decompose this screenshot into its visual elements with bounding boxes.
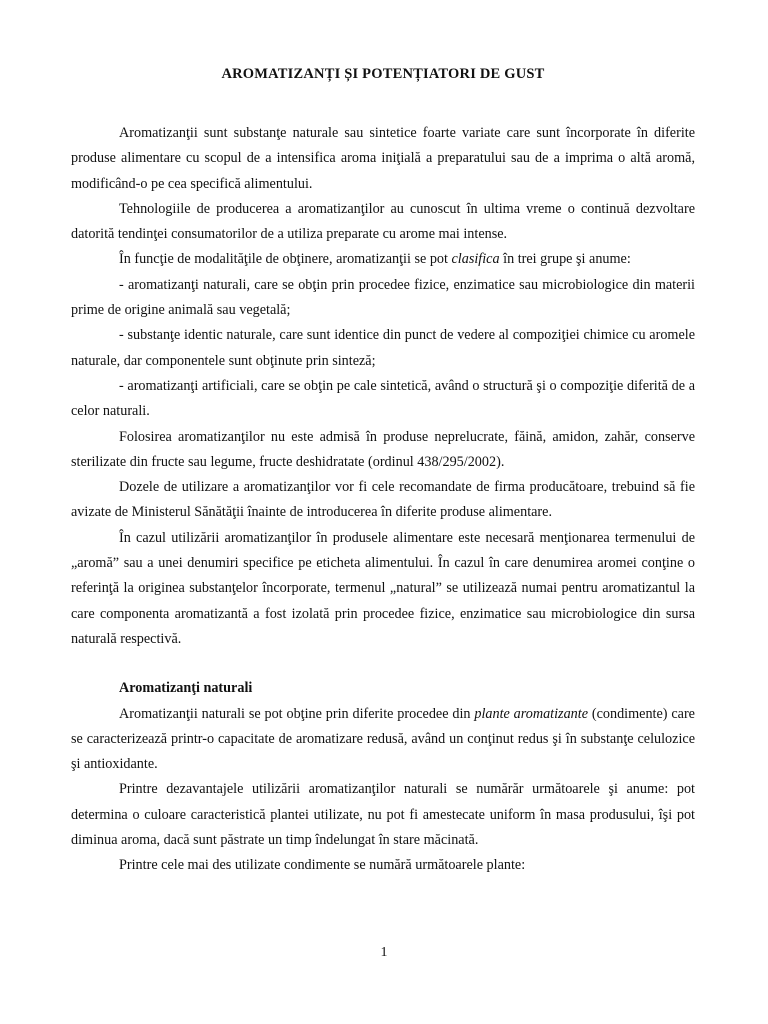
paragraph-natural-obtaining — [71, 702, 695, 778]
paragraph-disadvantages: Printre dezavantajele utilizării aromatizanţilor naturali se numărăr următoarele şi anume: pot determina o culoare caracteristică plantei utilizate, nu pot fi amestecate uniform în masa produsului, îşi pot diminua aroma, dacă sunt păstrate un timp îndelungat în stare măcinată. — [71, 781, 695, 849]
list-item-natural: - aromatizanţi naturali, care se obţin prin procedee fizice, enzimatice sau microbiologice din materii prime de origine animală sau vegetală; — [71, 276, 695, 319]
document-page — [71, 66, 695, 879]
classification-text-start: În funcţie de modalităţile de obţinere, aromatizanţii se pot — [119, 251, 452, 268]
paragraph-classification — [71, 247, 695, 272]
natural-text-start: Aromatizanţii naturali se pot obţine prin diferite procedee din — [119, 705, 475, 722]
classification-text-end: în trei grupe şi anume: — [499, 251, 631, 268]
paragraph-labeling: În cazul utilizării aromatizanţilor în produsele alimentare este necesară menţionarea termenului de „aromă” sau a unei denumiri specifice pe eticheta alimentului. În cazul în care denumirea aromei conţine o referinţă la originea substanţelor încorporate, termenul „natural” se utilizează numai pentru aromatizantul la care componenta aromatizantă a fost izolată prin procedee fizice, enzimatice sau microbiologice din sursa naturală respectivă. — [71, 529, 695, 647]
page-number: 1 — [380, 945, 388, 960]
paragraph-usage-restrictions: Folosirea aromatizanţilor nu este admisă în produse neprelucrate, făină, amidon, zahăr, conserve sterilizate din fructe sau legume, fructe deshidratate (ordinul 438/295/2002). — [71, 428, 695, 470]
paragraph-spices-intro: Printre cele mai des utilizate condimente se numără următoarele plante: — [119, 857, 526, 874]
natural-text-end: (condimente) care se caracterizează printr-o capacitate de aromatizare redusă, având un conţinut redus şi în substanţe celulozice şi antioxidante. — [71, 705, 695, 773]
list-item-identical: - substanţe identic naturale, care sunt identice din punct de vedere al compoziţiei chimice cu aromele naturale, dar componentele sunt obţinute prin sinteză; — [71, 327, 695, 369]
section-heading-natural: Aromatizanţi naturali — [119, 680, 253, 697]
paragraph-dosage: Dozele de utilizare a aromatizanţilor vor fi cele recomandate de firma producătoare, trebuind să fie avizate de Ministerul Sănătăţii înainte de introducerea în diferite produse alimentare. — [71, 479, 695, 521]
natural-emphasis: plante aromatizante — [474, 705, 589, 722]
paragraph-definition: Aromatizanţii sunt substanţe naturale sau sintetice foarte variate care sunt încorporate în diferite produse alimentare cu scopul de a intensifica aroma iniţială a preparatului sau de a imprima o altă aromă, modificând-o pe cea specifică alimentului. — [71, 125, 695, 192]
list-item-artificial: - aromatizanţi artificiali, care se obţin pe cale sintetică, având o structură şi o compoziţie diferită de a celor naturali. — [71, 377, 695, 420]
paragraph-technologies: Tehnologiile de producerea a aromatizanţilor au cunoscut în ultima vreme o continuă dezvoltare datorită tendinţei consumatorilor de a utiliza preparate cu arome mai intense. — [71, 200, 695, 243]
document-title: AROMATIZANȚI ȘI POTENȚIATORI DE GUST — [221, 66, 545, 82]
classification-emphasis: clasifica — [451, 251, 500, 268]
